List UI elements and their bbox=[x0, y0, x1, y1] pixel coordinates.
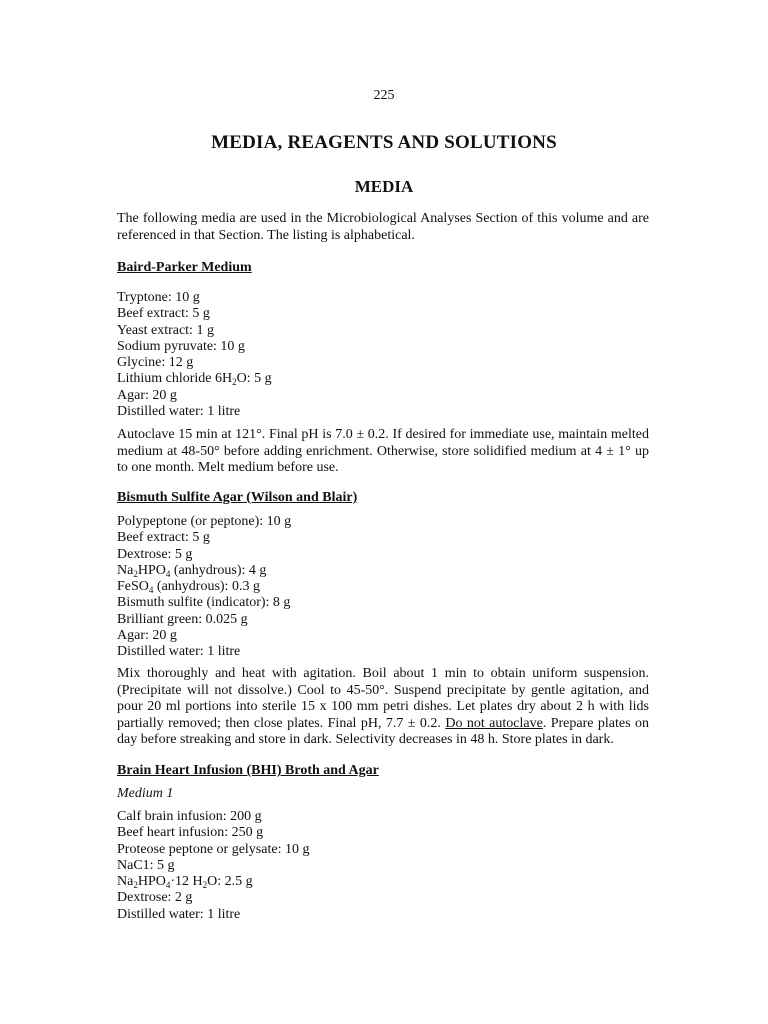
baird-parker-heading: Baird-Parker Medium bbox=[117, 260, 252, 275]
ingredient-line: Sodium pyruvate: 10 g bbox=[117, 338, 245, 354]
bismuth-sulfite-instructions: Mix thoroughly and heat with agitation. Boil about 1 min to obtain uniform suspension. (Precipitate will not dissolve.) Cool to 45-50°. Suspend precipitate by gentle agitation, and pour 20 ml portions into sterile 15 x 100 mm petri dishes. Let plates dry about 2 h with lids partially removed; then close plates. Final pH, 7.7 ± 0.2. Do not autoclave. Prepare plates on day before streaking and store in dark. Selectivity decreases in 48 h. Store plates in dark. bbox=[117, 666, 649, 748]
ingredient-line: Beef heart infusion: 250 g bbox=[117, 825, 264, 841]
ingredient-line: Bismuth sulfite (indicator): 8 g bbox=[117, 595, 291, 611]
ingredient-line: $Na_2HPO_4\cdot 12$ $H_2O$: 2.5 g bbox=[117, 874, 253, 891]
ingredient-line: Yeast extract: 1 g bbox=[117, 322, 214, 338]
baird-parker-instructions: Autoclave 15 min at 121°. Final pH is 7.0 ± 0.2. If desired for immediate use, maintain melted medium at 48-50° before adding enrichment. Otherwise, store solidified medium at 4 ± 1° up to one month. Melt medium before use. bbox=[117, 427, 649, 476]
bismuth-sulfite-heading: Bismuth Sulfite Agar (Wilson and Blair) bbox=[117, 490, 358, 505]
ingredient-line: $Na_2HPO_4$ (anhydrous): 4 g bbox=[117, 562, 267, 579]
ingredient-line: Calf brain infusion: 200 g bbox=[117, 809, 262, 824]
ingredient-line: Brilliant green: 0.025 g bbox=[117, 611, 248, 627]
ingredient-line: Distilled water: 1 litre bbox=[117, 906, 241, 922]
ingredient-line: Beef extract: 5 g bbox=[117, 530, 210, 546]
ingredient-line: Distilled water: 1 litre bbox=[117, 644, 241, 660]
ingredient-line: Dextrose: 2 g bbox=[117, 890, 193, 906]
bhi-heading: Brain Heart Infusion (BHI) Broth and Agar bbox=[117, 763, 379, 778]
ingredient-line: Glycine: 12 g bbox=[117, 355, 194, 371]
baird-parker-ingredients bbox=[117, 290, 649, 420]
section-title: MEDIA bbox=[354, 177, 414, 196]
ingredient-line: Beef extract: 5 g bbox=[117, 306, 210, 322]
intro-paragraph: The following media are used in the Microbiological Analyses Section of this volume and are referenced in that Section. The listing is alphabetical. bbox=[117, 211, 649, 243]
ingredient-line: NaC1: 5 g bbox=[117, 857, 175, 873]
bhi-medium-label: Medium 1 bbox=[117, 786, 174, 801]
ingredient-line: Lithium chloride $6H_2O$: 5 g bbox=[117, 371, 272, 388]
page-title: MEDIA, REAGENTS AND SOLUTIONS bbox=[211, 132, 557, 153]
ingredient-line: Agar: 20 g bbox=[117, 628, 177, 644]
ingredient-line: Agar: 20 g bbox=[117, 387, 177, 403]
ingredient-line: Polypeptone (or peptone): 10 g bbox=[117, 514, 292, 529]
ingredient-line: Proteose peptone or gelysate: 10 g bbox=[117, 841, 310, 857]
ingredient-line: Distilled water: 1 litre bbox=[117, 404, 241, 420]
bismuth-sulfite-ingredients bbox=[117, 514, 649, 661]
ingredient-line: Dextrose: 5 g bbox=[117, 546, 193, 562]
ingredient-line: Tryptone: 10 g bbox=[117, 290, 200, 305]
bhi-ingredients bbox=[117, 809, 649, 923]
do-not-autoclave-warning: Do not autoclave bbox=[445, 715, 543, 731]
ingredient-line: FeSO$_4$ (anhydrous): 0.3 g bbox=[117, 579, 260, 596]
page-number: 225 bbox=[373, 88, 395, 103]
